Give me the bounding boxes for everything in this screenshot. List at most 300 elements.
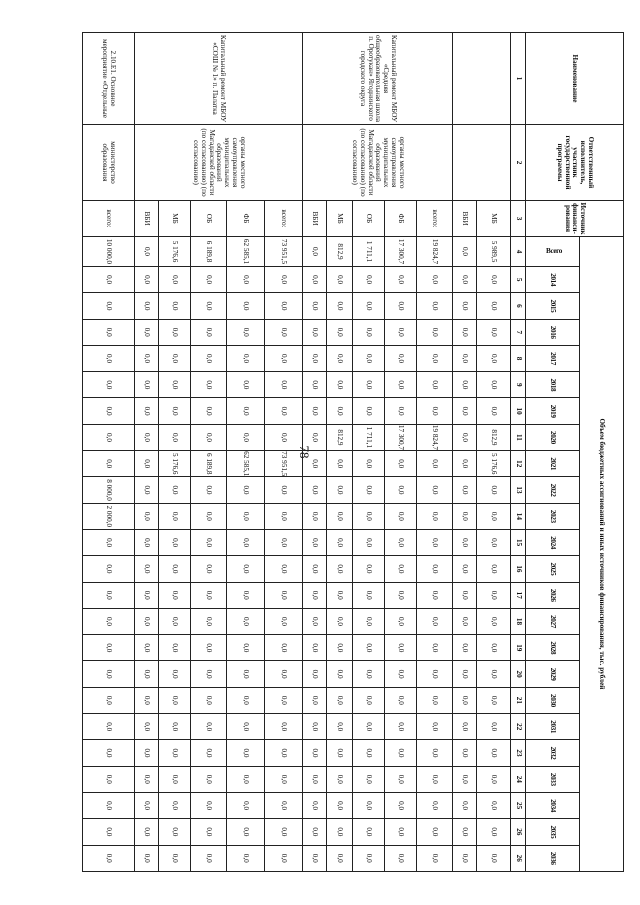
header-year: 2026 xyxy=(526,582,580,608)
row-value: 0,0 xyxy=(159,345,191,371)
row-value: 17 300,7 xyxy=(385,424,417,450)
row-value: 0,0 xyxy=(227,740,265,766)
row-value: 0,0 xyxy=(303,477,327,503)
row-value: 0,0 xyxy=(385,503,417,529)
row-value: 0,0 xyxy=(135,503,159,529)
row-value: 0,0 xyxy=(135,845,159,871)
row-value: 0,0 xyxy=(191,792,227,818)
row-value: 0,0 xyxy=(353,345,385,371)
header-column-number: 3 xyxy=(511,201,526,237)
row-value: 0,0 xyxy=(191,582,227,608)
row-value: 0,0 xyxy=(265,503,303,529)
row-total: 5 176,6 xyxy=(159,237,191,267)
row-value: 0,0 xyxy=(191,319,227,345)
row-total: 0,0 xyxy=(303,237,327,267)
row-value: 0,0 xyxy=(417,845,453,871)
header-year: 2020 xyxy=(526,424,580,450)
row-value: 0,0 xyxy=(327,319,353,345)
header-column-number: 14 xyxy=(511,503,526,529)
row-value: 0,0 xyxy=(135,267,159,293)
row-value: 5 176,6 xyxy=(159,451,191,477)
row-value: 0,0 xyxy=(191,398,227,424)
header-column-number: 20 xyxy=(511,661,526,687)
table-row xyxy=(417,33,453,872)
row-value: 0,0 xyxy=(303,714,327,740)
table-body xyxy=(83,33,511,872)
row-value: 0,0 xyxy=(265,845,303,871)
row-value: 1 711,1 xyxy=(353,424,385,450)
row-value: 73 951,5 xyxy=(265,451,303,477)
row-value: 0,0 xyxy=(303,582,327,608)
row-value: 0,0 xyxy=(83,319,135,345)
row-value: 8 000,0 xyxy=(83,477,135,503)
row-value: 0,0 xyxy=(477,661,511,687)
row-value: 0,0 xyxy=(417,766,453,792)
row-value: 0,0 xyxy=(191,766,227,792)
row-value: 0,0 xyxy=(135,608,159,634)
row-value: 0,0 xyxy=(385,556,417,582)
header-column-number: 6 xyxy=(511,293,526,319)
row-value: 0,0 xyxy=(227,267,265,293)
row-value: 0,0 xyxy=(83,529,135,555)
row-value: 0,0 xyxy=(159,503,191,529)
row-value: 0,0 xyxy=(191,556,227,582)
row-value: 0,0 xyxy=(191,267,227,293)
row-value: 0,0 xyxy=(191,503,227,529)
row-total: 5 989,5 xyxy=(477,237,511,267)
row-executor xyxy=(453,125,511,201)
header-column-number: 5 xyxy=(511,267,526,293)
row-value: 0,0 xyxy=(227,477,265,503)
row-value: 0,0 xyxy=(385,267,417,293)
row-value: 0,0 xyxy=(327,819,353,845)
row-value: 0,0 xyxy=(353,582,385,608)
row-value: 0,0 xyxy=(83,582,135,608)
row-value: 0,0 xyxy=(453,556,477,582)
row-value: 0,0 xyxy=(417,792,453,818)
row-total: 1 711,1 xyxy=(353,237,385,267)
row-value: 0,0 xyxy=(265,372,303,398)
row-value: 0,0 xyxy=(385,372,417,398)
row-value: 0,0 xyxy=(453,714,477,740)
row-value: 0,0 xyxy=(159,766,191,792)
header-column-number: 19 xyxy=(511,635,526,661)
row-value: 0,0 xyxy=(417,477,453,503)
row-value: 0,0 xyxy=(385,635,417,661)
header-year: 2032 xyxy=(526,740,580,766)
row-value: 0,0 xyxy=(327,661,353,687)
header-column-number: 22 xyxy=(511,714,526,740)
row-value: 0,0 xyxy=(353,556,385,582)
row-value: 0,0 xyxy=(327,267,353,293)
header-year: 2025 xyxy=(526,556,580,582)
row-value: 0,0 xyxy=(417,635,453,661)
row-value: 0,0 xyxy=(159,608,191,634)
row-value: 0,0 xyxy=(159,845,191,871)
header-column-number: 8 xyxy=(511,345,526,371)
row-value: 0,0 xyxy=(453,451,477,477)
header-year: 2023 xyxy=(526,503,580,529)
row-value: 0,0 xyxy=(385,687,417,713)
row-value: 0,0 xyxy=(303,661,327,687)
row-value: 0,0 xyxy=(385,766,417,792)
row-value: 0,0 xyxy=(159,714,191,740)
row-value: 0,0 xyxy=(353,740,385,766)
row-value: 0,0 xyxy=(353,529,385,555)
row-value: 0,0 xyxy=(477,267,511,293)
row-value: 0,0 xyxy=(83,372,135,398)
row-value: 0,0 xyxy=(303,398,327,424)
row-value: 0,0 xyxy=(83,451,135,477)
row-value: 0,0 xyxy=(159,372,191,398)
row-value: 0,0 xyxy=(159,582,191,608)
row-value: 0,0 xyxy=(135,819,159,845)
row-executor: министерство образования xyxy=(83,125,135,201)
row-value: 0,0 xyxy=(453,635,477,661)
header-year: 2028 xyxy=(526,635,580,661)
row-value: 0,0 xyxy=(385,398,417,424)
row-value: 0,0 xyxy=(417,293,453,319)
row-value: 0,0 xyxy=(353,661,385,687)
row-value: 6 189,8 xyxy=(191,451,227,477)
row-value: 0,0 xyxy=(303,293,327,319)
row-source: МБ xyxy=(159,201,191,237)
row-value: 0,0 xyxy=(453,424,477,450)
row-value: 0,0 xyxy=(191,424,227,450)
header-column-number: 10 xyxy=(511,398,526,424)
row-value: 0,0 xyxy=(453,792,477,818)
row-value: 0,0 xyxy=(265,345,303,371)
row-value: 0,0 xyxy=(135,635,159,661)
header-column-number: 25 xyxy=(511,792,526,818)
row-value: 0,0 xyxy=(135,740,159,766)
row-value: 0,0 xyxy=(265,556,303,582)
row-value: 0,0 xyxy=(159,398,191,424)
row-value: 0,0 xyxy=(477,792,511,818)
row-value: 0,0 xyxy=(417,345,453,371)
row-value: 0,0 xyxy=(453,345,477,371)
row-value: 0,0 xyxy=(135,661,159,687)
table-header xyxy=(511,33,624,872)
row-value: 0,0 xyxy=(385,608,417,634)
row-value: 0,0 xyxy=(303,740,327,766)
row-value: 0,0 xyxy=(227,529,265,555)
row-total: 0,0 xyxy=(453,237,477,267)
row-value: 0,0 xyxy=(83,345,135,371)
header-column-number: 9 xyxy=(511,372,526,398)
row-value: 0,0 xyxy=(417,372,453,398)
row-value: 0,0 xyxy=(265,424,303,450)
header-column-number: 13 xyxy=(511,477,526,503)
header-column-number: 17 xyxy=(511,582,526,608)
row-value: 0,0 xyxy=(135,714,159,740)
row-value: 0,0 xyxy=(227,792,265,818)
row-value: 0,0 xyxy=(227,556,265,582)
row-value: 0,0 xyxy=(327,845,353,871)
row-value: 0,0 xyxy=(227,398,265,424)
row-value: 0,0 xyxy=(227,319,265,345)
row-value: 0,0 xyxy=(303,529,327,555)
row-value: 0,0 xyxy=(385,714,417,740)
header-column-number: 18 xyxy=(511,608,526,634)
page-number: 78 xyxy=(297,445,312,459)
row-value: 19 824,7 xyxy=(417,424,453,450)
header-year: 2019 xyxy=(526,398,580,424)
row-value: 0,0 xyxy=(303,424,327,450)
row-value: 0,0 xyxy=(385,582,417,608)
row-value: 0,0 xyxy=(327,582,353,608)
row-value: 0,0 xyxy=(135,766,159,792)
row-value: 0,0 xyxy=(83,608,135,634)
row-value: 0,0 xyxy=(453,582,477,608)
row-value: 0,0 xyxy=(83,635,135,661)
row-value: 0,0 xyxy=(83,687,135,713)
row-value: 0,0 xyxy=(83,293,135,319)
row-value: 0,0 xyxy=(453,608,477,634)
row-value: 0,0 xyxy=(265,477,303,503)
row-value: 0,0 xyxy=(191,608,227,634)
row-value: 0,0 xyxy=(265,714,303,740)
row-value: 0,0 xyxy=(327,635,353,661)
row-value: 0,0 xyxy=(159,319,191,345)
funding-table xyxy=(82,32,624,872)
row-value: 0,0 xyxy=(191,529,227,555)
row-value: 0,0 xyxy=(303,319,327,345)
row-value: 0,0 xyxy=(191,714,227,740)
row-value: 0,0 xyxy=(159,687,191,713)
header-column-number: 24 xyxy=(511,766,526,792)
row-value: 0,0 xyxy=(417,529,453,555)
row-value: 0,0 xyxy=(191,372,227,398)
row-source: ФБ xyxy=(385,201,417,237)
row-value: 0,0 xyxy=(159,635,191,661)
row-value: 0,0 xyxy=(227,608,265,634)
row-value: 0,0 xyxy=(135,529,159,555)
header-column-number: 26 xyxy=(511,845,526,871)
row-value: 0,0 xyxy=(353,819,385,845)
table-row xyxy=(477,33,511,872)
row-value: 0,0 xyxy=(417,714,453,740)
row-value: 0,0 xyxy=(453,398,477,424)
row-value: 0,0 xyxy=(353,766,385,792)
row-value: 0,0 xyxy=(353,267,385,293)
header-year: 2024 xyxy=(526,529,580,555)
row-value: 0,0 xyxy=(227,714,265,740)
row-value: 0,0 xyxy=(265,608,303,634)
row-value: 0,0 xyxy=(135,424,159,450)
row-value: 0,0 xyxy=(417,661,453,687)
row-value: 0,0 xyxy=(327,556,353,582)
row-value: 812,9 xyxy=(327,424,353,450)
row-total: 19 824,7 xyxy=(417,237,453,267)
header-year: 2027 xyxy=(526,608,580,634)
row-value: 0,0 xyxy=(191,345,227,371)
header-column-number: 4 xyxy=(511,237,526,267)
row-value: 0,0 xyxy=(327,608,353,634)
row-value: 0,0 xyxy=(135,687,159,713)
row-value: 0,0 xyxy=(477,608,511,634)
row-value: 0,0 xyxy=(83,792,135,818)
row-value: 0,0 xyxy=(477,740,511,766)
row-value: 0,0 xyxy=(477,582,511,608)
row-executor: органы местного самоуправления муниципальных образований Магаданской области (по согласованию) (по согласованию) xyxy=(135,125,303,201)
row-value: 0,0 xyxy=(135,477,159,503)
row-value: 0,0 xyxy=(303,503,327,529)
row-value: 0,0 xyxy=(453,766,477,792)
row-total: 6 189,8 xyxy=(191,237,227,267)
row-value: 0,0 xyxy=(83,556,135,582)
row-value: 0,0 xyxy=(265,819,303,845)
row-value: 0,0 xyxy=(135,556,159,582)
row-value: 0,0 xyxy=(385,661,417,687)
row-value: 0,0 xyxy=(327,792,353,818)
row-value: 0,0 xyxy=(83,740,135,766)
row-name: Капитальный ремонт МБОУ «СОШ № 1» п. Палатка xyxy=(135,33,303,125)
row-value: 0,0 xyxy=(265,529,303,555)
row-value: 0,0 xyxy=(453,819,477,845)
row-value: 0,0 xyxy=(227,293,265,319)
row-value: 0,0 xyxy=(385,319,417,345)
row-value: 0,0 xyxy=(327,740,353,766)
header-year: 2034 xyxy=(526,792,580,818)
row-value: 0,0 xyxy=(83,819,135,845)
header-total: Всего xyxy=(526,237,580,267)
row-value: 0,0 xyxy=(303,556,327,582)
row-value: 0,0 xyxy=(191,819,227,845)
row-value: 0,0 xyxy=(477,819,511,845)
row-value: 0,0 xyxy=(417,608,453,634)
row-value: 0,0 xyxy=(417,582,453,608)
row-value: 0,0 xyxy=(453,529,477,555)
row-value: 0,0 xyxy=(303,687,327,713)
row-value: 0,0 xyxy=(265,635,303,661)
row-value: 0,0 xyxy=(135,345,159,371)
row-value: 0,0 xyxy=(83,424,135,450)
row-value: 0,0 xyxy=(303,267,327,293)
row-value: 0,0 xyxy=(477,635,511,661)
row-source: всего: xyxy=(265,201,303,237)
row-value: 0,0 xyxy=(159,556,191,582)
table-row xyxy=(265,33,303,872)
rotated-table-wrapper xyxy=(54,32,624,871)
row-value: 0,0 xyxy=(453,319,477,345)
row-value: 0,0 xyxy=(453,845,477,871)
row-value: 0,0 xyxy=(327,477,353,503)
row-value: 0,0 xyxy=(417,740,453,766)
row-value: 0,0 xyxy=(477,845,511,871)
row-name: 2.10.Е1. Основное мероприятие «Отдельные xyxy=(83,33,135,125)
row-value: 0,0 xyxy=(327,714,353,740)
row-total: 62 585,1 xyxy=(227,237,265,267)
row-total: 0,0 xyxy=(135,237,159,267)
row-value: 0,0 xyxy=(227,582,265,608)
row-source: ФБ xyxy=(227,201,265,237)
header-executor: Ответственный исполнитель, участник государственной программы xyxy=(526,125,624,201)
row-value: 0,0 xyxy=(159,424,191,450)
row-value: 0,0 xyxy=(353,398,385,424)
header-year: 2036 xyxy=(526,845,580,871)
row-value: 0,0 xyxy=(385,477,417,503)
row-value: 0,0 xyxy=(227,661,265,687)
row-value: 0,0 xyxy=(453,661,477,687)
header-year: 2014 xyxy=(526,267,580,293)
row-name: Капитальный ремонт МБОУ «Средняя общеобразовательная школа п. Оротукан» Ягоднинского городского округа xyxy=(303,33,453,125)
row-value: 0,0 xyxy=(303,345,327,371)
header-year: 2029 xyxy=(526,661,580,687)
row-total: 10 000,0 xyxy=(83,237,135,267)
row-value: 0,0 xyxy=(191,661,227,687)
row-value: 0,0 xyxy=(477,398,511,424)
row-value: 0,0 xyxy=(265,319,303,345)
row-value: 0,0 xyxy=(227,424,265,450)
row-value: 0,0 xyxy=(265,792,303,818)
row-value: 0,0 xyxy=(265,687,303,713)
row-source: всего: xyxy=(83,201,135,237)
row-value: 0,0 xyxy=(353,792,385,818)
header-year: 2031 xyxy=(526,714,580,740)
row-value: 0,0 xyxy=(417,556,453,582)
row-value: 0,0 xyxy=(265,661,303,687)
header-funding: Объем бюджетных ассигнований и иных источников финансирования, тыс. рублей xyxy=(580,237,624,872)
row-value: 0,0 xyxy=(417,398,453,424)
row-value: 0,0 xyxy=(159,529,191,555)
row-value: 0,0 xyxy=(327,372,353,398)
row-value: 0,0 xyxy=(159,661,191,687)
row-value: 0,0 xyxy=(417,319,453,345)
row-source: МБ xyxy=(327,201,353,237)
row-value: 0,0 xyxy=(83,845,135,871)
row-value: 0,0 xyxy=(453,740,477,766)
row-value: 0,0 xyxy=(159,792,191,818)
row-value: 0,0 xyxy=(417,451,453,477)
row-value: 0,0 xyxy=(303,635,327,661)
header-column-number: 23 xyxy=(511,740,526,766)
row-value: 0,0 xyxy=(327,293,353,319)
row-value: 0,0 xyxy=(453,293,477,319)
row-value: 0,0 xyxy=(227,372,265,398)
row-source: ВБИ xyxy=(303,201,327,237)
row-value: 0,0 xyxy=(417,687,453,713)
header-year: 2017 xyxy=(526,345,580,371)
row-value: 0,0 xyxy=(227,345,265,371)
row-value: 62 585,1 xyxy=(227,451,265,477)
row-value: 0,0 xyxy=(327,766,353,792)
header-column-number: 7 xyxy=(511,319,526,345)
header-year: 2033 xyxy=(526,766,580,792)
row-value: 0,0 xyxy=(477,529,511,555)
row-value: 0,0 xyxy=(83,714,135,740)
row-value: 0,0 xyxy=(477,319,511,345)
row-value: 0,0 xyxy=(159,477,191,503)
row-source: ОБ xyxy=(191,201,227,237)
row-source: всего: xyxy=(417,201,453,237)
row-value: 0,0 xyxy=(353,503,385,529)
row-value: 0,0 xyxy=(353,687,385,713)
row-value: 0,0 xyxy=(453,267,477,293)
row-source: ВБИ xyxy=(135,201,159,237)
row-value: 0,0 xyxy=(159,740,191,766)
header-column-number: 2 xyxy=(511,125,526,201)
row-value: 0,0 xyxy=(477,503,511,529)
row-value: 0,0 xyxy=(227,845,265,871)
row-value: 0,0 xyxy=(83,267,135,293)
row-value: 0,0 xyxy=(227,503,265,529)
row-value: 0,0 xyxy=(385,740,417,766)
row-value: 0,0 xyxy=(159,819,191,845)
row-value: 0,0 xyxy=(303,792,327,818)
header-year: 2018 xyxy=(526,372,580,398)
header-column-number: 12 xyxy=(511,451,526,477)
